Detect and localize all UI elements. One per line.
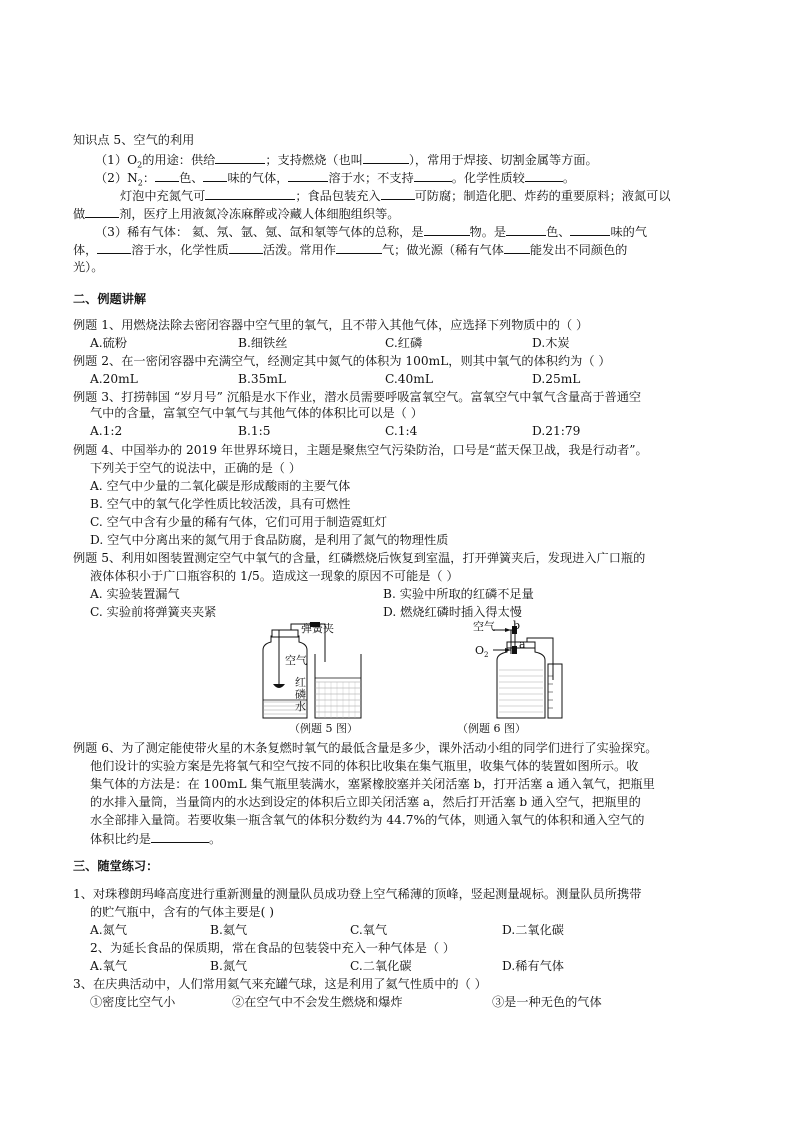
option[interactable]: A. 空气中少量的二氧化碳是形成酸雨的主要气体 — [90, 479, 351, 493]
air-inlet-label: 空气 — [473, 620, 495, 633]
o2-inlet-label — [475, 642, 489, 664]
blank[interactable] — [506, 223, 546, 236]
option[interactable]: A. 实验装置漏气 — [90, 587, 180, 601]
text: 能发出不同颜色的 — [529, 243, 628, 257]
text: 。化学性质较 — [451, 171, 525, 185]
question-text: 他们设计的实验方案是先将氧气和空气按不同的体积比收集在集气瓶里，收集气体的装置如图所示。收 — [90, 759, 639, 773]
option[interactable]: A.20mL — [90, 372, 138, 386]
n2-line-3 — [73, 205, 400, 223]
option[interactable]: C.40mL — [385, 372, 433, 386]
blank[interactable] — [229, 241, 263, 254]
section-heading: 二、例题讲解 — [73, 292, 147, 306]
option[interactable]: B.细铁丝 — [238, 336, 288, 350]
option[interactable]: C.红磷 — [385, 336, 423, 350]
text: O — [475, 644, 485, 657]
subscript: 2 — [484, 651, 489, 660]
text: 剂，医疗上用液氮冷冻麻醉或冷藏人体细胞组织等。 — [119, 207, 400, 221]
text: ： — [142, 171, 156, 185]
figure-caption: （例题 6 图） — [457, 722, 526, 735]
blank[interactable] — [97, 241, 131, 254]
option[interactable]: B. 空气中的氧气化学性质比较活泼，具有可燃性 — [90, 497, 351, 511]
noble-gas-line-2 — [73, 241, 627, 259]
blank[interactable] — [414, 169, 452, 182]
option[interactable]: C.1:4 — [385, 424, 418, 438]
option[interactable]: A.1:2 — [90, 424, 123, 438]
blank[interactable] — [215, 151, 265, 164]
text: 灯泡中充氮气可 — [120, 189, 206, 203]
option[interactable]: C. 实验前将弹簧夹夹紧 — [90, 605, 217, 619]
question-text: 集气体的方法是：在 100mL 集气瓶里装满水，塞紧橡胶塞并关闭活塞 b，打开活塞 a 通入氧气，把瓶里 — [90, 777, 655, 791]
question-text: 1、对珠穆朗玛峰高度进行重新测量的测量队员成功登上空气稀薄的顶峰，竖起测量觇标。测量队员所携带 — [73, 887, 642, 901]
question-text: 2、为延长食品的保质期，常在食品的包装袋中充入一种气体是（ ） — [90, 941, 456, 955]
option[interactable]: ③是一种无色的气体 — [492, 995, 602, 1009]
option[interactable]: ①密度比空气小 — [90, 995, 176, 1009]
noble-gas-line-3: 光）。 — [73, 260, 104, 274]
option[interactable]: D. 燃烧红磷时插入得太慢 — [383, 605, 522, 619]
option[interactable]: B.1:5 — [238, 424, 271, 438]
blank[interactable] — [155, 169, 179, 182]
figure-6 — [455, 620, 565, 737]
text: 可防腐；制造化肥、炸药的重要原料；液氮可以 — [414, 189, 671, 203]
question-text: 例题 3、打捞韩国 “岁月号” 沉船是水下作业，潜水员需要呼吸富氧空气。富氧空气中氧气含量高于普通空 — [73, 390, 642, 404]
text: ；食品包装充入 — [295, 189, 381, 203]
option[interactable]: B.氮气 — [210, 959, 248, 973]
option[interactable]: B. 实验中所取的红磷不足量 — [383, 587, 534, 601]
valve-label: a — [519, 638, 526, 651]
option[interactable]: D.木炭 — [532, 336, 570, 350]
question-text: 的水排入量筒，当量筒内的水达到设定的体积后立即关闭活塞 a，然后打开活塞 b 通入空气，把瓶里的 — [90, 795, 641, 809]
blank[interactable] — [203, 169, 227, 182]
blank[interactable] — [504, 241, 530, 254]
blank[interactable] — [424, 223, 470, 236]
text: 体， — [73, 243, 98, 257]
option[interactable]: B.35mL — [238, 372, 286, 386]
text: 味的气 — [610, 225, 648, 239]
text: （3）稀有气体： 氦、氖、氩、氪、氙和氡等气体的总称，是 — [95, 225, 424, 239]
question-text: 例题 1、用燃烧法除去密闭容器中空气里的氧气，且不带入其他气体，应选择下列物质中的（ ） — [73, 318, 589, 332]
water-label: 水 — [295, 700, 306, 713]
question-text: 例题 6、为了测定能使带火星的木条复燃时氧气的最低含量是多少，课外活动小组的同学们进行了实验探究。 — [73, 741, 658, 755]
option[interactable]: ②在空气中不会发生燃烧和爆炸 — [232, 995, 403, 1009]
question-text: 水全部排入量筒。若要收集一瓶含氧气的体积分数约为 44.7%的气体，则通入氧气的体积和通入空气的 — [90, 813, 645, 827]
option[interactable]: D.稀有气体 — [502, 959, 564, 973]
n2-line-2 — [120, 187, 671, 205]
question-text: 例题 4、中国举办的 2019 年世界环境日，主题是聚焦空气污染防治，口号是“蓝天保卫战，我是行动者”。 — [73, 443, 648, 457]
option[interactable]: D.二氧化碳 — [502, 923, 564, 937]
text: ），常用于焊接、切割金属等方面。 — [408, 153, 598, 167]
option[interactable]: D.21:79 — [532, 424, 581, 438]
blank[interactable] — [381, 187, 415, 200]
blank[interactable] — [288, 169, 328, 182]
figure-6-apparatus — [455, 620, 565, 720]
text: （1）O — [95, 153, 138, 167]
question-text: 3、在庆典活动中，人们常用氦气来充罐气球，这是利用了氦气性质中的（ ） — [73, 977, 487, 991]
section-heading: 三、随堂练习： — [73, 859, 159, 873]
text: 的用途：供给 — [142, 153, 216, 167]
text: ；支持燃烧（也叫 — [265, 153, 363, 167]
text: 体积比约是 — [90, 832, 151, 846]
question-text: 气中的含量，富氧空气中氧气与其他气体的体积比可以是（ ） — [90, 406, 423, 420]
figure-5 — [255, 622, 365, 737]
option[interactable]: C.氧气 — [350, 923, 388, 937]
text: 溶于水，化学性质 — [131, 243, 229, 257]
phosphorus-label: 红 — [295, 676, 306, 689]
blank[interactable] — [363, 151, 409, 164]
section-title: 知识点 5、空气的利用 — [73, 133, 195, 147]
blank[interactable] — [336, 241, 382, 254]
subscript: 2 — [137, 160, 143, 170]
text: 色、 — [546, 225, 571, 239]
valve-label: b — [513, 619, 521, 632]
option[interactable]: C.二氧化碳 — [350, 959, 412, 973]
air-label: 空气 — [285, 654, 307, 667]
option[interactable]: C. 空气中含有少量的稀有气体，它们可用于制造霓虹灯 — [90, 515, 387, 529]
question-text: 液体体积小于广口瓶容积的 1/5。造成这一现象的原因不可能是（ ） — [90, 569, 459, 583]
text: 溶于水；不支持 — [328, 171, 414, 185]
text: 色、 — [179, 171, 204, 185]
subscript: 2 — [137, 178, 143, 188]
option[interactable]: B.氦气 — [210, 923, 248, 937]
question-text: 例题 5、利用如图装置测定空气中氧气的含量，红磷燃烧后恢复到室温，打开弹簧夹后，发现进入广口瓶的 — [73, 551, 646, 565]
figure-caption: （例题 5 图） — [289, 722, 358, 735]
figure-5-apparatus — [255, 622, 365, 722]
question-text: 例题 2、在一密闭容器中充满空气，经测定其中氮气的体积为 100mL，则其中氧气的体积约为（ ） — [73, 354, 611, 368]
text: 味的气体， — [227, 171, 289, 185]
clamp-label: 弹簧夹 — [301, 622, 334, 635]
blank[interactable] — [205, 187, 295, 200]
option[interactable]: D.25mL — [532, 372, 581, 386]
question-text: 下列关于空气的说法中，正确的是（ ） — [90, 461, 302, 475]
text: 。 — [208, 832, 222, 846]
option[interactable]: A.氮气 — [90, 923, 128, 937]
text: 物。是 — [469, 225, 507, 239]
question-text: 的贮气瓶中，含有的气体主要是( ) — [90, 905, 275, 919]
option[interactable]: D. 空气中分离出来的氮气用于食品防腐，是利用了氮气的物理性质 — [90, 533, 449, 547]
blank[interactable] — [570, 223, 610, 236]
noble-gas-line — [95, 223, 647, 241]
text: （2）N — [95, 171, 138, 185]
option[interactable]: A.硫粉 — [90, 336, 128, 350]
text: 气；做光源（稀有气体 — [382, 243, 504, 257]
blank[interactable] — [85, 205, 119, 218]
option[interactable]: A.氧气 — [90, 959, 128, 973]
phosphorus-label: 磷 — [295, 688, 306, 701]
answer-blank[interactable] — [151, 830, 209, 843]
blank[interactable] — [525, 169, 563, 182]
text: 活泼。常用作 — [262, 243, 336, 257]
question-text — [90, 830, 221, 848]
text: 做 — [73, 207, 86, 221]
text: 。 — [562, 171, 576, 185]
